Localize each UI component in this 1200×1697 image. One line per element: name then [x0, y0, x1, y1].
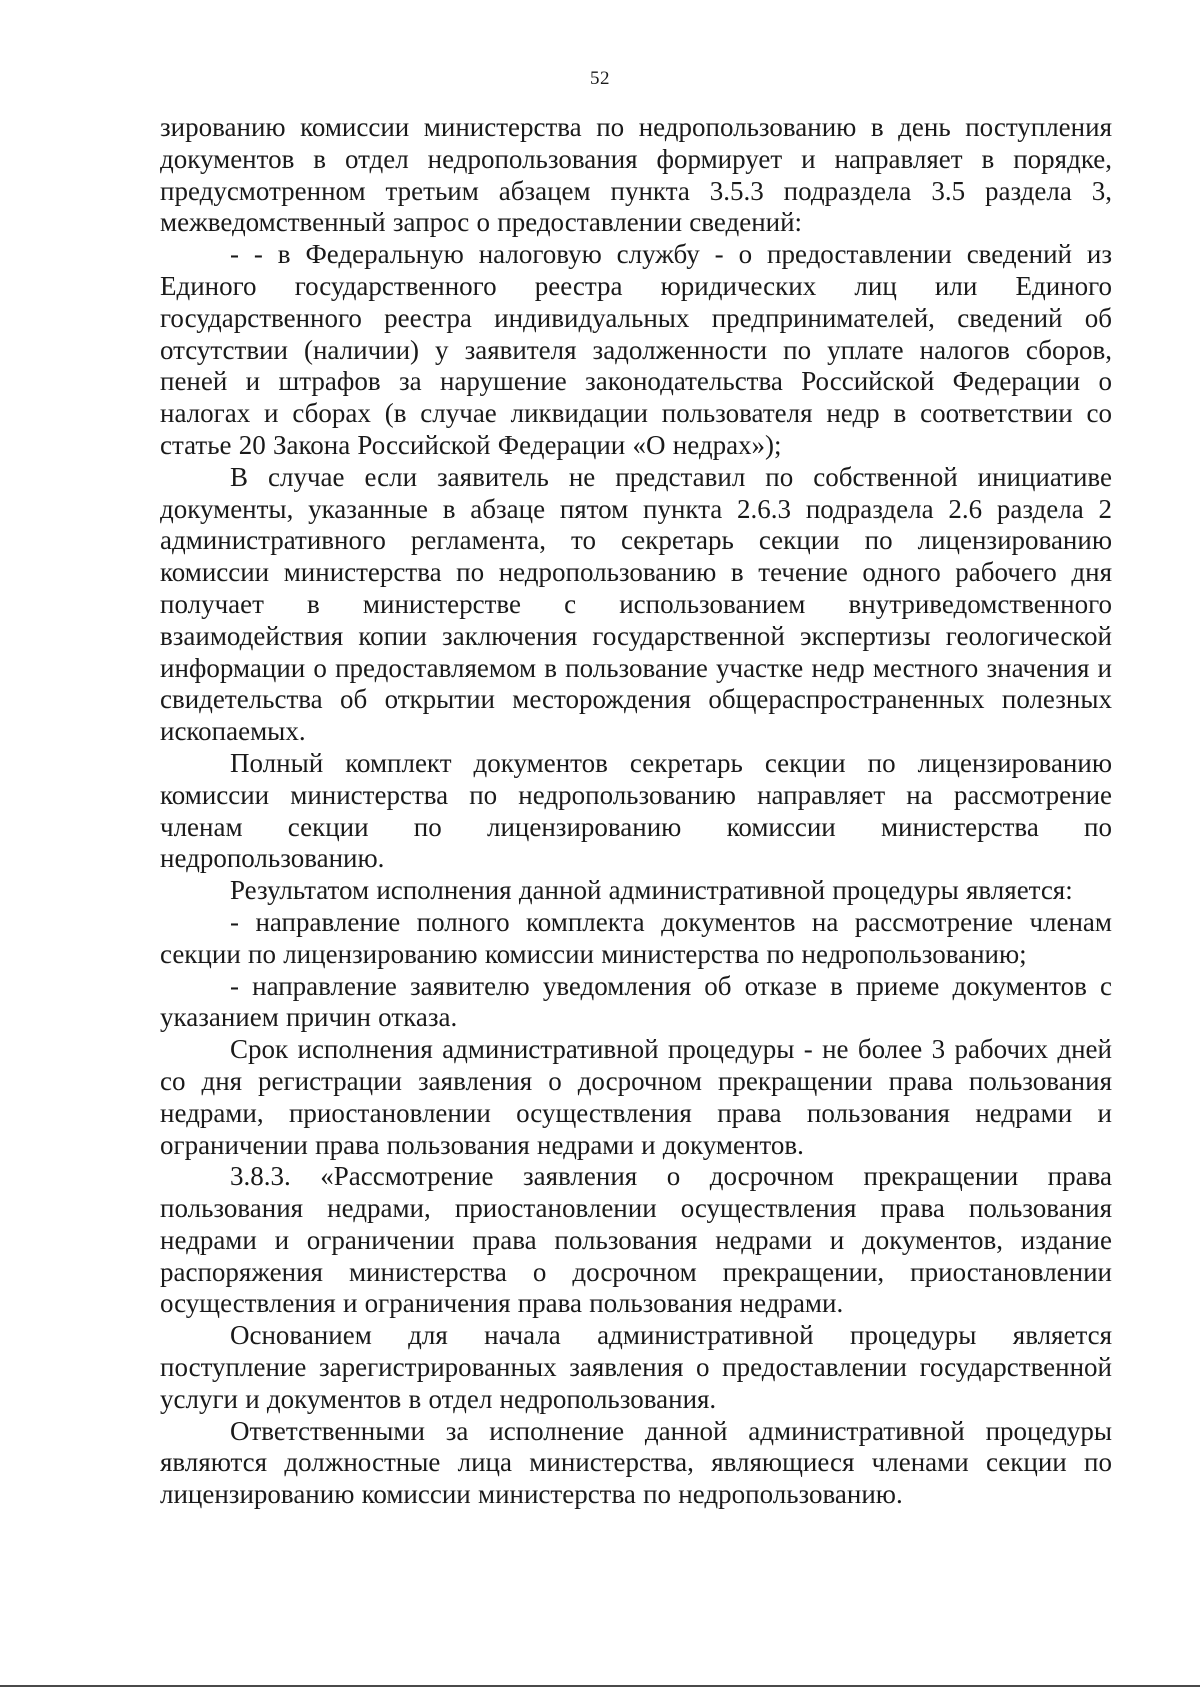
- paragraph-continuation: зированию комиссии министерства по недропользованию в день поступления документов в отдел недропользования формирует и направляет в порядке, предусмотренном третьим абзацем пункта 3.5.3 подраздела 3.5 раздела 3, межведомственный запрос о предоставлении сведений:: [160, 112, 1112, 238]
- paragraph-responsible: Ответственными за исполнение данной административной процедуры являются должностные лица министерства, являющиеся членами секции по лицензированию комиссии министерства по недропользованию.: [160, 1415, 1112, 1510]
- scan-edge-line: [0, 1685, 1200, 1687]
- list-item-result-1: - направление полного комплекта документов на рассмотрение членам секции по лицензированию комиссии министерства по недропользованию;: [160, 906, 1112, 969]
- paragraph-full-set: Полный комплект документов секретарь секции по лицензированию комиссии министерства по недропользованию направляет на рассмотрение членам секции по лицензированию комиссии министерства по недропользованию.: [160, 747, 1112, 874]
- paragraph-deadline: Срок исполнения административной процедуры - не более 3 рабочих дней со дня регистрации заявления о досрочном прекращении права пользования недрами, приостановлении осуществления права пользования недрами и ограничении права пользования недрами и документов.: [160, 1034, 1112, 1160]
- paragraph-tax-service-request: - - в Федеральную налоговую службу - о предоставлении сведений из Единого государственного реестра юридических лиц или Единого государственного реестра индивидуальных предпринимателей, сведений об отсутствии (наличии) у заявителя задолженности по уплате налогов сборов, пеней и штрафов за нарушение законодательства Российской Федерации о налогах и сборах (в случае ликвидации пользователя недр в соответствии со статье 20 Закона Российской Федерации «О недрах»);: [160, 239, 1112, 460]
- paragraph-missing-documents: В случае если заявитель не представил по собственной инициативе документы, указанные в абзаце пятом пункта 2.6.3 подраздела 2.6 раздела 2 административного регламента, то секретарь секции по лицензированию комиссии министерства по недропользованию в течение одного рабочего дня получает в министерстве с использованием внутриведомственного взаимодействия копии заключения государственной экспертизы геологической информации о предоставляемом в пользование участке недр местного значения и свидетельства об открытии месторождения общераспространенных полезных ископаемых.: [160, 461, 1112, 747]
- list-item-result-2: - направление заявителю уведомления об отказе в приеме документов с указанием причин отказа.: [160, 970, 1112, 1033]
- paragraph-section-3-8-3: 3.8.3. «Рассмотрение заявления о досрочном прекращении права пользования недрами, приостановлении осуществления права пользования недрами и ограничении права пользования недрами и документов, издание распоряжения министерства о досрочном прекращении, приостановлении осуществления и ограничения права пользования недрами.: [160, 1161, 1112, 1319]
- document-body: [160, 112, 1112, 1511]
- paragraph-result-intro: Результатом исполнения данной административной процедуры является:: [230, 875, 1073, 906]
- paragraph-basis: Основанием для начала административной процедуры является поступление зарегистрированных заявления о предоставлении государственной услуги и документов в отдел недропользования.: [160, 1320, 1112, 1414]
- page-number: 52: [590, 68, 610, 89]
